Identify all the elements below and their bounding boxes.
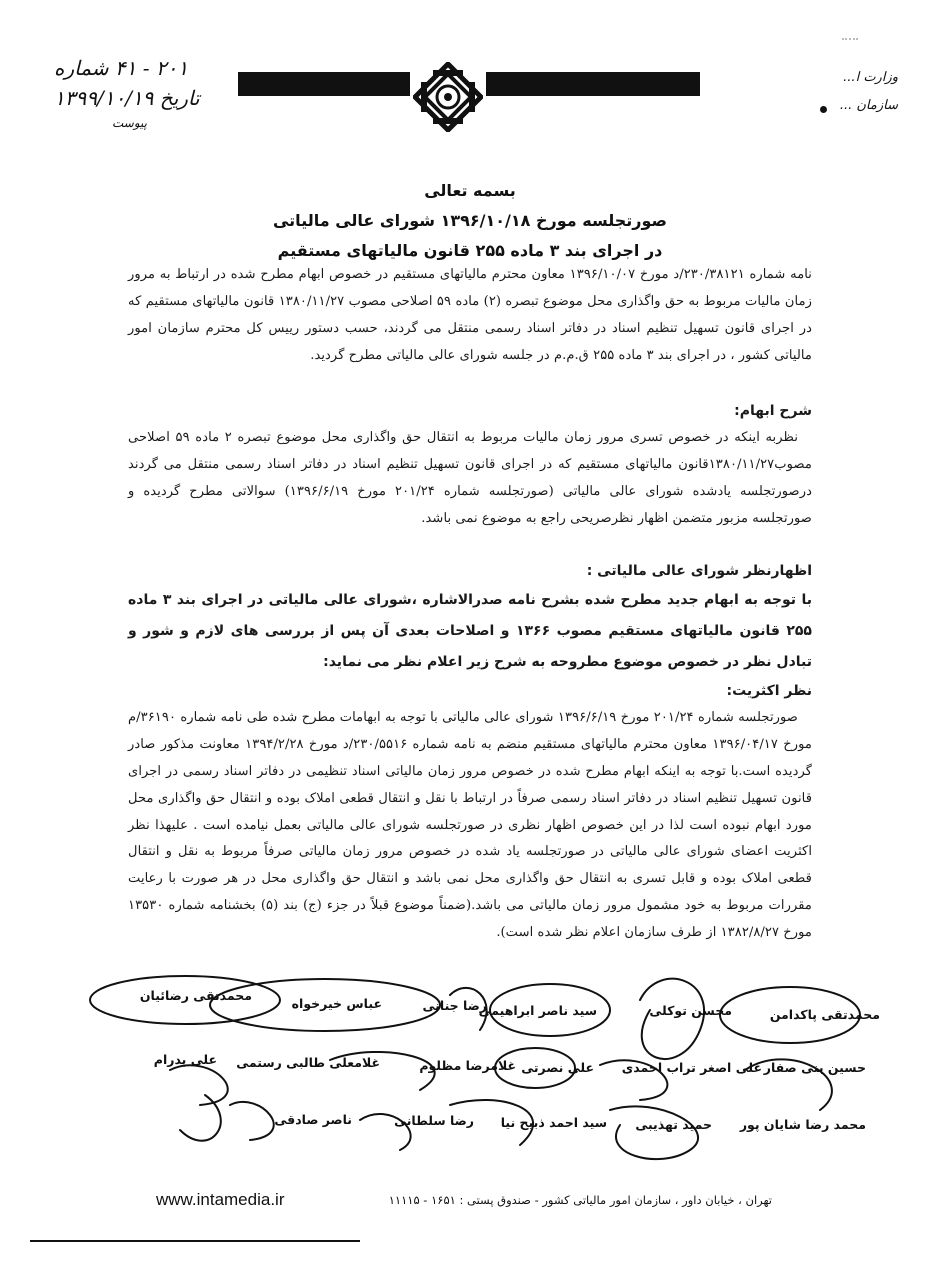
postal-address: تهران ، خیابان داور ، سازمان امور مالیاتی کشور - صندوق پستی : ۱۶۵۱ - ۱۱۱۱۵ bbox=[388, 1193, 772, 1207]
signatory-name: سید ناصر ابراهیمی bbox=[478, 1003, 597, 1018]
title-block bbox=[150, 176, 790, 266]
header-bar-right bbox=[486, 72, 700, 96]
intro-paragraph: نامه شماره ۲۳۰/۳۸۱۲۱/د مورخ ۱۳۹۶/۱۰/۰۷ معاون محترم مالیاتهای مستقیم در خصوص ابهام مطرح شده در ارتباط به مرور زمان مالیات مربوط به حق واگذاری محل موضوع تبصره (۲) ماده ۵۹ اصلاحی مصوب ۱۳۸۰/۱۱/۲۷ قانون مالیاتهای مستقیم که در اجرای قانون تسهیل تنظیم اسناد در دفاتر اسناد رسمی منتقل می گردند، حسب دستور رییس کل محترم سازمان امور مالیاتی کشور ، در اجرای بند ۳ ماده ۲۵۵ ق.م.م در جلسه شورای عالی مالیاتی مطرح گردید. bbox=[128, 267, 812, 363]
opinion-text: با توجه به ابهام جدید مطرح شده بشرح نامه صدرالاشاره ،شورای عالی مالیاتی در اجرای بند ۳ ماده ۲۵۵ قانون مالیاتهای مستقیم مصوب ۱۳۶۶ و اصلاحات بعدی آن پس از بررسی های لازم و شور و تبادل نظر در خصوص موضوع مطروحه به شرح زیر اعلام نظر می نماید: bbox=[128, 591, 813, 670]
majority-text: صورتجلسه شماره ۲۰۱/۲۴ مورخ ۱۳۹۶/۶/۱۹ شورای عالی مالیاتی با توجه به ابهامات مطرح شده طی نامه شماره ۳۶۱۹۰/م مورخ ۱۳۹۶/۰۴/۱۷ معاون محترم مالیاتهای مستقیم منضم به نامه شماره ۲۳۰/۵۵۱۶/د مورخ ۱۳۹۴/۲/۲۸ معاونت مذکور صادر گردیده است.با توجه به اینکه ابهام مطرح شده در خصوص مرور زمان مالیاتی اسناد تنظیمی در دفاتر اسناد رسمی در اجرای قانون تسهیل تنظیم اسناد در دفاتر اسناد رسمی صرفاً در ارتباط با نقل و انتقال قطعی املاک بوده و انتقال حق واگذاری محل مورد ابهام نبوده است لذا در این خصوص اظهار نظری در صورتجلسه شورای عالی مالیاتی بعمل نیامده است . علیهذا نظر اکثریت اعضای شورای عالی مالیاتی در صورتجلسه یاد شده در خصوص مرور زمان مالیاتی صرفاً مربوط به نقل و انتقال قطعی املاک بوده و قابل تسری به انتقال حق واگذاری محل نمی باشد و انتقال حق واگذاری محل در هر صورت با رعایت مقررات مربوط به خود مشمول مرور زمان مالیاتی می باشد.(ضمناً موضوع قبلاً در جزء (ج) بند (۵) بخشنامه شماره ۱۳۵۳۰ مورخ ۱۳۸۲/۸/۲۷ از طرف سازمان اعلام نظر شده است). bbox=[128, 709, 812, 941]
document-title: صورتجلسه مورخ ۱۳۹۶/۱۰/۱۸ شورای عالی مالیاتی bbox=[272, 211, 667, 230]
signatory-name: غلامعلی طالبی رستمی bbox=[236, 1055, 380, 1070]
footer-rule bbox=[30, 1240, 360, 1242]
signatory-name: محسن توکلی bbox=[649, 1003, 732, 1018]
letter-number: ۲۰۱ - ۴۱ شماره bbox=[54, 56, 189, 80]
bullet-mark bbox=[820, 106, 827, 113]
basmala: بسمه تعالی bbox=[424, 181, 516, 200]
organization-name: سازمان ... bbox=[839, 98, 898, 113]
signatory-name: سید احمد ذبیح نیا bbox=[500, 1115, 607, 1130]
letter-date: تاریخ ۱۳۹۹/۱۰/۱۹ bbox=[54, 86, 200, 110]
signatory-name: علی نصرتی bbox=[521, 1060, 594, 1075]
signatory-name: حسین بنی صفار bbox=[763, 1060, 866, 1075]
opinion-section bbox=[128, 558, 812, 678]
ministry-name: وزارت ا... bbox=[843, 70, 898, 85]
signatory-name: علی اصغر تراب احمدی bbox=[621, 1060, 762, 1075]
signatory-name: ناصر صادقی bbox=[274, 1112, 352, 1127]
majority-section bbox=[128, 678, 812, 947]
majority-heading: نظر اکثریت: bbox=[726, 683, 812, 699]
signatory-name: حمید تهذیبی bbox=[635, 1117, 712, 1132]
corner-mark bbox=[842, 38, 858, 50]
signatory-name: عباس خیرخواه bbox=[291, 996, 382, 1011]
signatory-name: محمدتقی پاکدامن bbox=[769, 1007, 880, 1022]
signatory-name: رضا جنانی bbox=[422, 998, 487, 1013]
signatory-name: محمدتقی رضائیان bbox=[139, 988, 252, 1003]
letter-attachment: پیوست bbox=[112, 116, 147, 130]
opinion-heading: اظهارنظر شورای عالی مالیاتی : bbox=[586, 563, 812, 579]
ambiguity-section bbox=[128, 398, 812, 533]
ambiguity-heading: شرح ابهام: bbox=[734, 403, 812, 419]
website-link[interactable]: www.intamedia.ir bbox=[156, 1190, 285, 1209]
header-bar-left bbox=[238, 72, 410, 96]
document-subtitle: در اجرای بند ۳ ماده ۲۵۵ قانون مالیاتهای مستقیم bbox=[277, 241, 663, 260]
signatory-name: علی پدرام bbox=[153, 1052, 217, 1067]
ambiguity-text: نظربه اینکه در خصوص تسری مرور زمان مالیات مربوط به انتقال حق واگذاری محل موضوع تبصره ۲ ماده ۵۹ اصلاحی مصوب۱۳۸۰/۱۱/۲۷قانون مالیاتهای مستقیم که در اجرای قانون تسهیل تنظیم اسناد در دفاتر اسناد رسمی منتقل می گردند درصورتجلسه یادشده شورای عالی مالیاتی (صورتجلسه شماره ۲۰۱/۲۴ مورخ ۱۳۹۶/۶/۱۹) سوالاتی مطرح گردیده و صورتجلسه مزبور متضمن اظهار نظرصریحی راجع به موضوع نمی باشد. bbox=[128, 429, 812, 526]
signatory-name: غلامرضا مظلوم bbox=[419, 1058, 516, 1073]
signatory-name: رضا سلطانی bbox=[394, 1113, 474, 1128]
signatory-name: محمد رضا شایان پور bbox=[739, 1117, 866, 1132]
tax-organization-emblem-icon bbox=[413, 62, 483, 132]
